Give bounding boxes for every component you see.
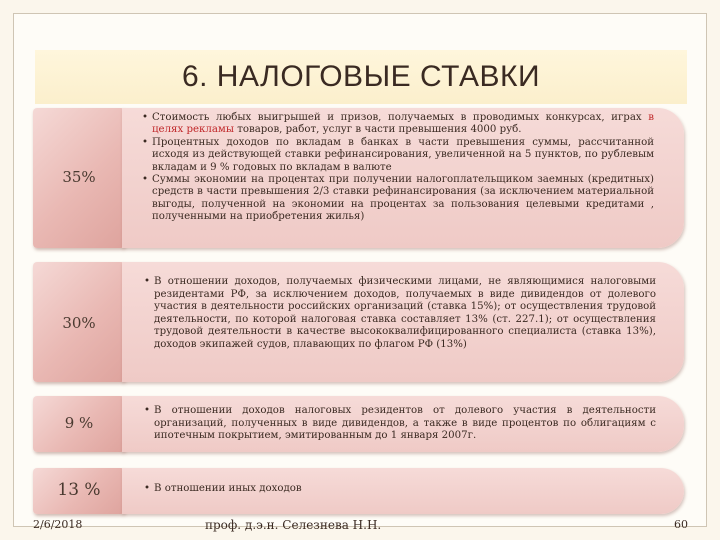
rate-list <box>144 276 656 352</box>
rate-box-30 <box>122 262 684 382</box>
rate-list <box>144 483 656 496</box>
rate-square-9 <box>33 396 125 452</box>
rate-label: 30% <box>62 314 96 332</box>
list-item: • Процентных доходов по вкладам в банках в части превышения суммы, рассчитанной исходя из действующей ставки рефинансирования, увеличенной на 5 пунктов, по рублевым вкладам и 9 % годовых по вкладам в валюте <box>142 137 654 174</box>
highlight-text: в целях рекламы <box>152 112 654 136</box>
title-bar <box>35 50 687 104</box>
footer-page-number: 60 <box>674 518 688 531</box>
list-item: • Стоимость любых выигрышей и призов, получаемых в проводимых конкурсах, играх в целях рекламы товаров, работ, услуг в части превышения 4000 руб. <box>142 112 654 137</box>
list-item: • В отношении доходов налоговых резидентов от долевого участия в деятельности организаций, полученных в виде дивидендов, а также в виде процентов по облигациям с ипотечным покрытием, эмитированным до 1 января 2007г. <box>144 405 656 443</box>
list-item: • Суммы экономии на процентах при получении налогоплательщиком заемных (кредитных) средств в части превышения 2/3 ставки рефинансирования (за исключением материальной выгоды, полученной на экономии на процентах за пользования целевыми кредитами , полученными на приобретения жилья) <box>142 174 654 224</box>
rate-box-35 <box>122 108 684 248</box>
rate-square-30 <box>33 262 125 382</box>
footer-author: проф. д.э.н. Селезнева Н.Н. <box>205 518 382 532</box>
footer-date: 2/6/2018 <box>33 518 83 531</box>
rate-square-13 <box>33 468 125 514</box>
rate-list <box>142 112 654 224</box>
list-item: • В отношении иных доходов <box>144 483 656 496</box>
list-item: • В отношении доходов, получаемых физическими лицами, не являющимися налоговыми резидентами РФ, за исключением доходов, получаемых в виде дивидендов от долевого участия в деятельности российских организаций (ставка 15%); от осуществления трудовой деятельности, по которой налоговая ставка составляет 13% (ст. 227.1); от осуществления трудовой деятельности в качестве высококвалифицированного специалиста (ставка 13%), доходов экипажей судов, плавающих по флагом РФ (13%) <box>144 276 656 352</box>
rate-box-9 <box>122 396 684 452</box>
rate-label: 13 % <box>57 480 101 500</box>
rate-square-35 <box>33 108 125 248</box>
rate-list <box>144 405 656 443</box>
rate-label: 35% <box>62 168 96 186</box>
slide-title: 6. НАЛОГОВЫЕ СТАВКИ <box>181 60 541 93</box>
rate-label: 9 % <box>64 414 94 432</box>
rate-box-13 <box>122 468 684 514</box>
